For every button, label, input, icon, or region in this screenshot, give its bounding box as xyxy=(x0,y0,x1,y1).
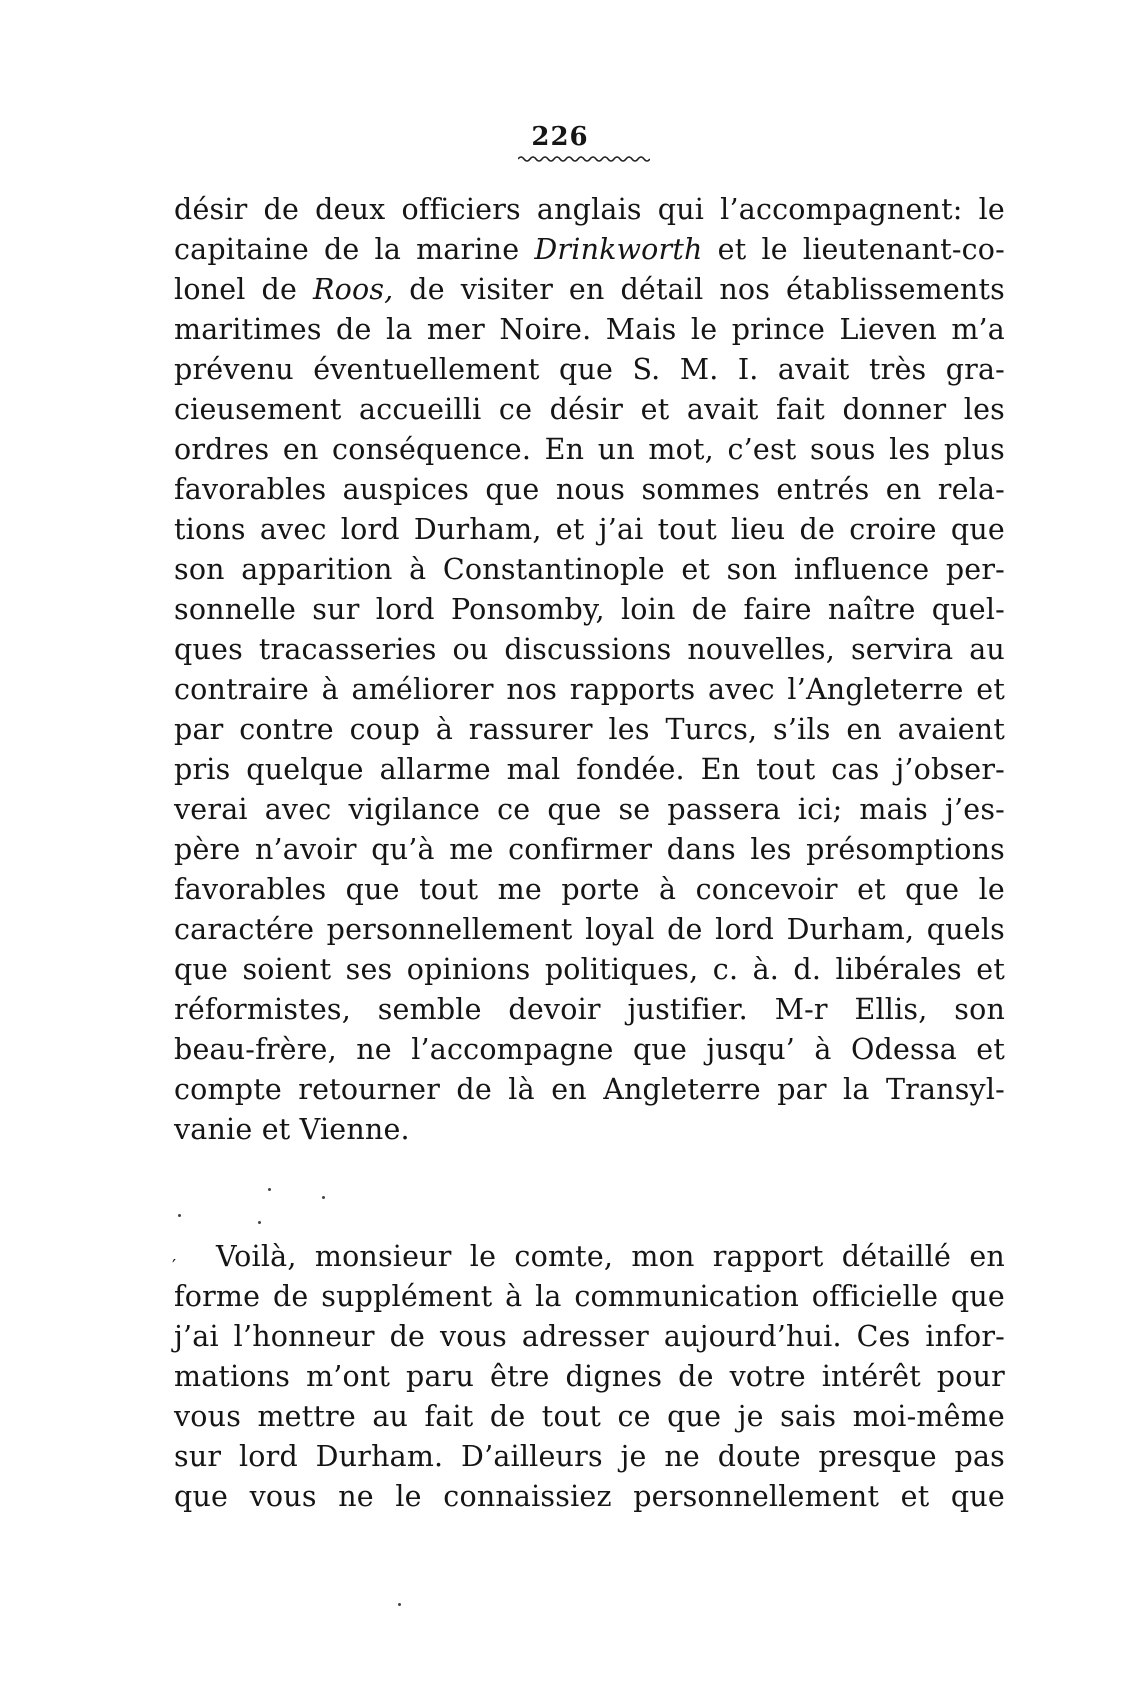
scan-speck xyxy=(258,1221,261,1224)
paragraph-2 xyxy=(174,1237,1005,1517)
text-line: cieusement accueilli ce désir et avait fait donner les xyxy=(174,393,1005,426)
text-line: j’ai l’honneur de vous adresser aujourd’hui. Ces infor- xyxy=(174,1320,1005,1353)
text-line: favorables que tout me porte à concevoir et que le xyxy=(174,873,1005,906)
text-line: favorables auspices que nous sommes entrés en rela- xyxy=(174,473,1005,506)
text-line: que soient ses opinions politiques, c. à. d. libérales et xyxy=(174,953,1005,986)
text-line: sur lord Durham. D’ailleurs je ne doute presque pas xyxy=(174,1440,1005,1473)
text-line: son apparition à Constantinople et son influence per- xyxy=(174,553,1005,586)
scan-speck xyxy=(398,1603,401,1606)
text-line: père n’avoir qu’à me confirmer dans les présomptions xyxy=(174,833,1005,866)
page-number-text: 226 xyxy=(531,122,589,152)
text-line: pris quelque allarme mal fondée. En tout cas j’obser- xyxy=(174,753,1005,786)
page-number xyxy=(0,122,1140,152)
text-line: vanie et Vienne. xyxy=(174,1113,410,1146)
text-line xyxy=(174,230,1005,270)
wavy-rule-ornament xyxy=(518,155,650,163)
text-line: beau-frère, ne l’accompagne que jusqu’ à Odessa et xyxy=(174,1033,1005,1066)
text-line xyxy=(174,270,1005,310)
text-line: Voilà, monsieur le comte, mon rapport détaillé en xyxy=(216,1240,1005,1273)
text-line: ques tracasseries ou discussions nouvelles, servira au xyxy=(174,633,1005,666)
text-line: contraire à améliorer nos rapports avec l’Angleterre et xyxy=(174,673,1005,706)
scan-speck xyxy=(322,1196,325,1199)
italic-name-drinkworth: Drinkworth xyxy=(534,233,703,266)
scan-speck xyxy=(268,1188,271,1191)
text-line: mations m’ont paru être dignes de votre intérêt pour xyxy=(174,1360,1005,1393)
text-line: forme de supplément à la communication officielle que xyxy=(174,1280,1005,1313)
text-segment: capitaine de la marine xyxy=(174,233,535,266)
text-line: tions avec lord Durham, et j’ai tout lieu de croire que xyxy=(174,513,1005,546)
text-line: compte retourner de là en Angleterre par la Transyl- xyxy=(174,1073,1005,1106)
text-line: prévenu éventuellement que S. M. I. avait très gra- xyxy=(174,353,1005,386)
text-line: vous mettre au fait de tout ce que je sais moi-même xyxy=(174,1400,1005,1433)
paragraph-1 xyxy=(174,190,1005,1150)
text-line: par contre coup à rassurer les Turcs, s’ils en avaient xyxy=(174,713,1005,746)
text-segment: et le lieutenant-co- xyxy=(702,233,1005,266)
italic-name-roos: Roos, xyxy=(312,273,394,306)
text-line: que vous ne le connaissiez personnellement et que xyxy=(174,1480,1005,1513)
text-line: caractére personnellement loyal de lord Durham, quels xyxy=(174,913,1005,946)
text-segment: lonel de xyxy=(174,273,313,306)
text-line: réformistes, semble devoir justifier. M-r Ellis, son xyxy=(174,993,1005,1026)
text-line: ordres en conséquence. En un mot, c’est sous les plus xyxy=(174,433,1005,466)
text-line: maritimes de la mer Noire. Mais le prince Lieven m’a xyxy=(174,313,1005,346)
text-line: verai avec vigilance ce que se passera ici; mais j’es- xyxy=(174,793,1005,826)
scan-speck xyxy=(178,1214,181,1217)
text-segment: de visiter en détail nos établissements xyxy=(393,273,1005,306)
text-line: sonnelle sur lord Ponsomby, loin de faire naître quel- xyxy=(174,593,1005,626)
scan-mark: ′ xyxy=(172,1256,177,1277)
text-line: désir de deux officiers anglais qui l’accompagnent: le xyxy=(174,193,1005,226)
